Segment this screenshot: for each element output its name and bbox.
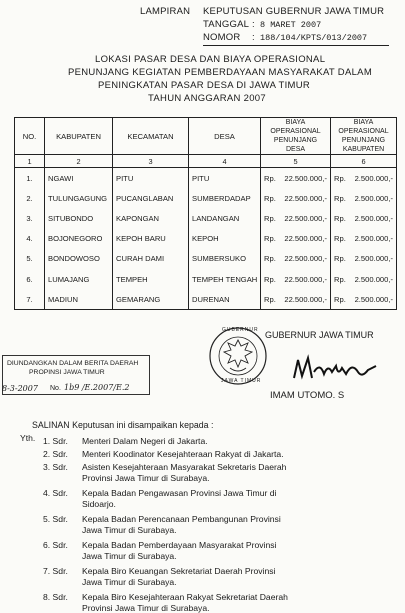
- nomor-value: 188/104/KPTS/013/2007: [260, 33, 368, 43]
- distribution-item-text: Kepala Biro Keuangan Sekretariat Daerah Provinsi: [82, 566, 276, 576]
- header-kabupaten: KABUPATEN: [45, 118, 113, 155]
- location-table: [14, 117, 397, 310]
- row-kabupaten: SITUBONDO: [45, 208, 113, 228]
- row-no: 4.: [15, 229, 45, 249]
- col-number: 2: [45, 155, 113, 168]
- header-underline: [203, 45, 389, 46]
- seal-emblem-icon: [208, 326, 268, 386]
- currency-label: Rp.: [334, 234, 346, 244]
- currency-label: Rp.: [334, 173, 346, 183]
- currency-label: Rp.: [334, 213, 346, 223]
- amount-value: 22.500.000,-: [284, 213, 327, 223]
- currency-label: Rp.: [264, 213, 276, 223]
- table-row: [15, 249, 397, 269]
- row-no: 5.: [15, 249, 45, 269]
- currency-label: Rp.: [264, 193, 276, 203]
- currency-label: Rp.: [264, 234, 276, 244]
- row-desa: SUMBERSUKO: [189, 249, 261, 269]
- doc-title-line1: LOKASI PASAR DESA DAN BIAYA OPERASIONAL: [95, 54, 326, 65]
- header-biaya-desa: BIAYA OPERASIONAL PENUNJANG DESA: [261, 118, 331, 155]
- tanggal-value: 8 MARET 2007: [260, 20, 322, 30]
- row-kecamatan: PITU: [113, 168, 189, 189]
- distribution-item-text-cont: Jawa Timur di Surabaya.: [82, 577, 177, 587]
- currency-label: Rp.: [264, 173, 276, 183]
- table-header-row: [15, 118, 397, 155]
- table-row: [15, 208, 397, 228]
- distribution-item-text: Menteri Koodinator Kesejahteraan Rakyat di Jakarta.: [82, 449, 284, 459]
- amount-value: 22.500.000,-: [284, 173, 327, 183]
- amount-value: 22.500.000,-: [284, 254, 327, 264]
- distribution-item-text: Asisten Kesejahteraan Masyarakat Sekretaris Daerah: [82, 462, 287, 472]
- currency-label: Rp.: [334, 294, 346, 304]
- row-biaya-kabupaten: [331, 188, 397, 208]
- currency-label: Rp.: [334, 193, 346, 203]
- stamp-line1: DIUNDANGKAN DALAM BERITA DAERAH: [7, 360, 139, 367]
- governor-title: GUBERNUR JAWA TIMUR: [265, 330, 374, 340]
- row-desa: KEPOH: [189, 229, 261, 249]
- distribution-item-text-cont: Sidoarjo.: [82, 499, 116, 509]
- header-biaya-kabupaten: BIAYA OPERASIONAL PENUNJANG KABUPATEN: [331, 118, 397, 155]
- header-no: NO.: [15, 118, 45, 155]
- lampiran-label: LAMPIRAN: [140, 6, 191, 17]
- row-biaya-desa: [261, 289, 331, 310]
- currency-label: Rp.: [334, 274, 346, 284]
- table-row: [15, 229, 397, 249]
- distribution-item-text: Kepala Badan Perencanaan Pembangunan Provinsi: [82, 514, 281, 524]
- row-no: 3.: [15, 208, 45, 228]
- distribution-item-text-cont: Provinsi Jawa Timur di Surabaya.: [82, 473, 210, 483]
- row-no: 7.: [15, 289, 45, 310]
- row-kabupaten: BOJONEGORO: [45, 229, 113, 249]
- tanggal-label: TANGGAL: [203, 19, 250, 30]
- row-biaya-desa: [261, 249, 331, 269]
- governor-name: IMAM UTOMO. S: [270, 390, 345, 401]
- col-number: 3: [113, 155, 189, 168]
- distribution-item-text: Kepala Biro Kesejahteraan Rakyat Sekretariat Daerah: [82, 592, 288, 602]
- amount-value: 2.500.000,-: [354, 213, 393, 223]
- distribution-item-number: 6. Sdr.: [43, 540, 68, 550]
- table-row: [15, 269, 397, 289]
- distribution-item-text: Kepala Badan Pengawasan Provinsi Jawa Timur di: [82, 488, 277, 498]
- distribution-yth: Yth.: [20, 433, 36, 443]
- row-biaya-kabupaten: [331, 229, 397, 249]
- row-desa: DURENAN: [189, 289, 261, 310]
- distribution-item-number: 7. Sdr.: [43, 566, 68, 576]
- row-kabupaten: NGAWI: [45, 168, 113, 189]
- stamp-no-label: No.: [50, 385, 61, 392]
- seal-text-top: GUBERNUR: [222, 327, 259, 333]
- row-biaya-kabupaten: [331, 249, 397, 269]
- row-kabupaten: TULUNGAGUNG: [45, 188, 113, 208]
- row-biaya-desa: [261, 168, 331, 189]
- currency-label: Rp.: [264, 294, 276, 304]
- row-kecamatan: TEMPEH: [113, 269, 189, 289]
- amount-value: 22.500.000,-: [284, 294, 327, 304]
- row-biaya-desa: [261, 269, 331, 289]
- row-no: 1.: [15, 168, 45, 189]
- distribution-item-number: 4. Sdr.: [43, 488, 68, 498]
- row-kabupaten: BONDOWOSO: [45, 249, 113, 269]
- row-desa: PITU: [189, 168, 261, 189]
- row-kecamatan: KAPONGAN: [113, 208, 189, 228]
- signature-scribble-icon: [290, 352, 380, 388]
- row-biaya-kabupaten: [331, 289, 397, 310]
- distribution-item-number: 2. Sdr.: [43, 449, 68, 459]
- col-number: 4: [189, 155, 261, 168]
- doc-title-line4: TAHUN ANGGARAN 2007: [148, 93, 266, 104]
- distribution-item-text: Kepala Badan Pemberdayaan Masyarakat Provinsi: [82, 540, 277, 550]
- table-row: [15, 168, 397, 189]
- row-biaya-kabupaten: [331, 208, 397, 228]
- doc-title-line3: PENINGKATAN PASAR DESA DI JAWA TIMUR: [98, 80, 311, 91]
- header-desa: DESA: [189, 118, 261, 155]
- distribution-item-number: 8. Sdr.: [43, 592, 68, 602]
- amount-value: 2.500.000,-: [354, 274, 393, 284]
- amount-value: 2.500.000,-: [354, 193, 393, 203]
- row-desa: LANDANGAN: [189, 208, 261, 228]
- row-biaya-kabupaten: [331, 269, 397, 289]
- amount-value: 2.500.000,-: [354, 173, 393, 183]
- row-desa: TEMPEH TENGAH: [189, 269, 261, 289]
- amount-value: 22.500.000,-: [284, 193, 327, 203]
- row-biaya-kabupaten: [331, 168, 397, 189]
- distribution-item-text-cont: Provinsi Jawa Timur di Surabaya.: [82, 603, 210, 613]
- column-number-row: [15, 155, 397, 168]
- distribution-intro: SALINAN Keputusan ini disampaikan kepada :: [32, 420, 214, 430]
- row-no: 2.: [15, 188, 45, 208]
- amount-value: 2.500.000,-: [354, 294, 393, 304]
- col-number: 1: [15, 155, 45, 168]
- distribution-item-number: 1. Sdr.: [43, 436, 68, 446]
- row-biaya-desa: [261, 208, 331, 228]
- amount-value: 22.500.000,-: [284, 274, 327, 284]
- stamp-line2: PROPINSI JAWA TIMUR: [29, 369, 105, 376]
- amount-value: 22.500.000,-: [284, 234, 327, 244]
- col-number: 6: [331, 155, 397, 168]
- stamp-no-value: 1b9 /E.2007/E.2: [64, 383, 130, 392]
- row-kabupaten: LUMAJANG: [45, 269, 113, 289]
- keputusan-title: KEPUTUSAN GUBERNUR JAWA TIMUR: [203, 6, 385, 17]
- row-kecamatan: KEPOH BARU: [113, 229, 189, 249]
- distribution-item-text-cont: Jawa Timur di Surabaya.: [82, 551, 177, 561]
- distribution-item-number: 3. Sdr.: [43, 462, 68, 472]
- row-biaya-desa: [261, 188, 331, 208]
- seal-text-bottom: JAWA TIMUR: [221, 378, 262, 384]
- amount-value: 2.500.000,-: [354, 234, 393, 244]
- governor-seal: [208, 326, 268, 386]
- amount-value: 2.500.000,-: [354, 254, 393, 264]
- table-row: [15, 289, 397, 310]
- currency-label: Rp.: [264, 254, 276, 264]
- row-biaya-desa: [261, 229, 331, 249]
- header-kecamatan: KECAMATAN: [113, 118, 189, 155]
- row-desa: SUMBERDADAP: [189, 188, 261, 208]
- tanggal-separator: :: [252, 19, 255, 30]
- distribution-item-text: Menteri Dalam Negeri di Jakarta.: [82, 436, 208, 446]
- doc-title-line2: PENUNJANG KEGIATAN PEMBERDAYAAN MASYARAKAT DALAM: [68, 67, 373, 78]
- col-number: 5: [261, 155, 331, 168]
- currency-label: Rp.: [264, 274, 276, 284]
- row-no: 6.: [15, 269, 45, 289]
- row-kecamatan: GEMARANG: [113, 289, 189, 310]
- stamp-date: 8-3-2007: [2, 384, 38, 393]
- row-kabupaten: MADIUN: [45, 289, 113, 310]
- currency-label: Rp.: [334, 254, 346, 264]
- table-row: [15, 188, 397, 208]
- distribution-item-text-cont: Jawa Timur di Surabaya.: [82, 525, 177, 535]
- distribution-item-number: 5. Sdr.: [43, 514, 68, 524]
- row-kecamatan: CURAH DAMI: [113, 249, 189, 269]
- nomor-label: NOMOR: [203, 32, 241, 43]
- row-kecamatan: PUCANGLABAN: [113, 188, 189, 208]
- nomor-separator: :: [252, 32, 255, 43]
